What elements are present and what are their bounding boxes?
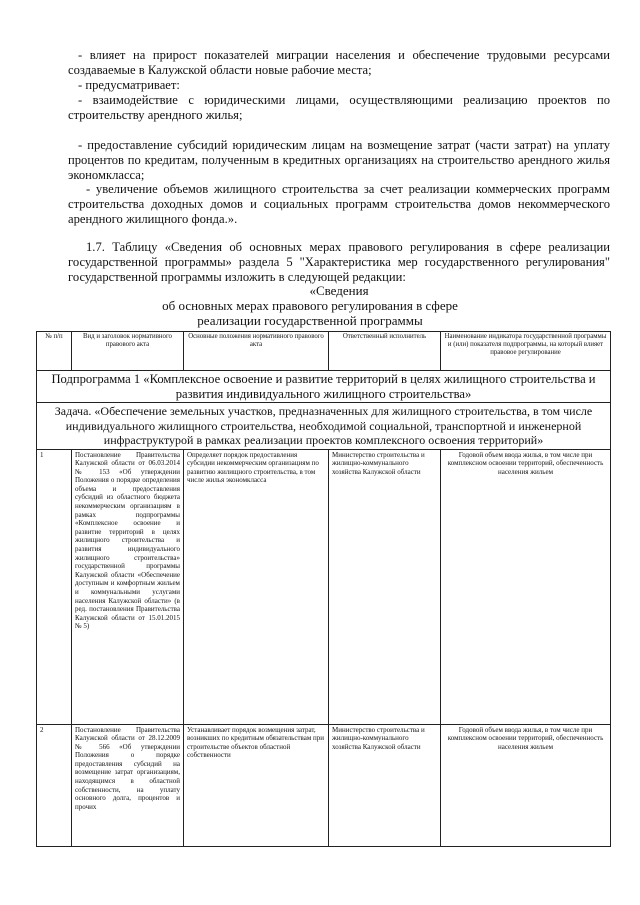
header-executor: Ответственный исполнитель: [329, 332, 441, 371]
row-executor: Министерство строительства и жилищно-коммунального хозяйства Калужской области: [329, 449, 441, 724]
task-title: Задача. «Обеспечение земельных участков, предназначенных для жилищного строительства, в том числе индивидуального жилищного строительства, необходимой социальной, транспортной и инженерной инфраструктурой в рамках реализации проектов комплексного освоения территорий»: [37, 403, 611, 450]
header-provisions: Основные положения нормативного правового акта: [184, 332, 329, 371]
table-title-line3: реализации государственной программы: [197, 313, 423, 328]
table-title-line1: «Сведения: [309, 283, 369, 298]
table-row: [37, 724, 611, 846]
paragraph-housing-volume: - увеличение объемов жилищного строительства за счет реализации коммерческих программ строительства доходных домов и социальных программ строительства домов некоммерческого арендного жилищного фонда.».: [68, 182, 610, 226]
paragraph-provides: - предусматривает:: [78, 78, 180, 92]
table-title-line2: об основных мерах правового регулирования в сфере: [162, 298, 458, 313]
task-row: [37, 403, 611, 450]
row-provisions: Определяет порядок предоставления субсидии некоммерческим организациям по развитию жилищного строительства, в том числе жилья экономкласса: [184, 449, 329, 724]
paragraph-subsidies: - предоставление субсидий юридическим лицам на возмещение затрат (части затрат) на уплату процентов по кредитам, полученным в кредитных организациях на строительство арендного жилья экономкласса;: [68, 138, 610, 182]
paragraph-table-amendment: 1.7. Таблицу «Сведения об основных мерах правового регулирования в сфере реализации государственной программы» раздела 5 "Характеристика мер государственного регулирования" государственной программы изложить в следующей редакции:: [68, 240, 610, 284]
row-act: Постановление Правительства Калужской области от 28.12.2009 № 566 «Об утверждении Положения о порядке предоставления субсидий на возмещение затрат организациям, находящимся в областной собственности, на уплату основного долга, процентов и прочих: [72, 724, 184, 846]
paragraph-interaction: - взаимодействие с юридическими лицами, осуществляющими реализацию проектов по строительству арендного жилья;: [68, 93, 610, 122]
header-indicator: Наименование индикатора государственной программы и (или) показателя подпрограммы, на который влияет правовое регулирование: [441, 332, 611, 371]
measures-table: [36, 331, 611, 847]
table-row: [37, 449, 611, 724]
row-indicator: Годовой объем ввода жилья, в том числе при комплексном освоении территорий, обеспеченность населения жильем: [441, 724, 611, 846]
row-executor: Министерство строительства и жилищно-коммунального хозяйства Калужской области: [329, 724, 441, 846]
subprogram-title: Подпрограмма 1 «Комплексное освоение и развитие территорий в целях жилищного строительства и развития индивидуального жилищного строительства»: [37, 371, 611, 403]
row-number: 2: [37, 724, 72, 846]
table-header-row: [37, 332, 611, 371]
paragraph-migration: - влияет на прирост показателей миграции населения и обеспечение трудовыми ресурсами создаваемые в Калужской области новые рабочие места;: [68, 48, 610, 77]
row-act: Постановление Правительства Калужской области от 06.03.2014 № 153 «Об утверждении Положения о порядке определения объема и предоставления субсидий из областного бюджета некоммерческим организациям в рамках подпрограммы «Комплексное освоение и развитие территорий в целях жилищного строительства и развития индивидуального жилищного строительства» государственной программы Калужской области «Обеспечение доступным и комфортным жильем и коммунальными услугами населения Калужской области» (в ред. постановления Правительства Калужской области от 15.01.2015 № 5): [72, 449, 184, 724]
row-indicator: Годовой объем ввода жилья, в том числе при комплексном освоении территорий, обеспеченность населения жильем: [441, 449, 611, 724]
row-provisions: Устанавливает порядок возмещения затрат, возникших по кредитным обязательствам при строительстве объектов областной собственности: [184, 724, 329, 846]
row-number: 1: [37, 449, 72, 724]
header-number: № п/п: [37, 332, 72, 371]
header-act-type: Вид и заголовок нормативного правового акта: [72, 332, 184, 371]
subprogram-row: [37, 371, 611, 403]
